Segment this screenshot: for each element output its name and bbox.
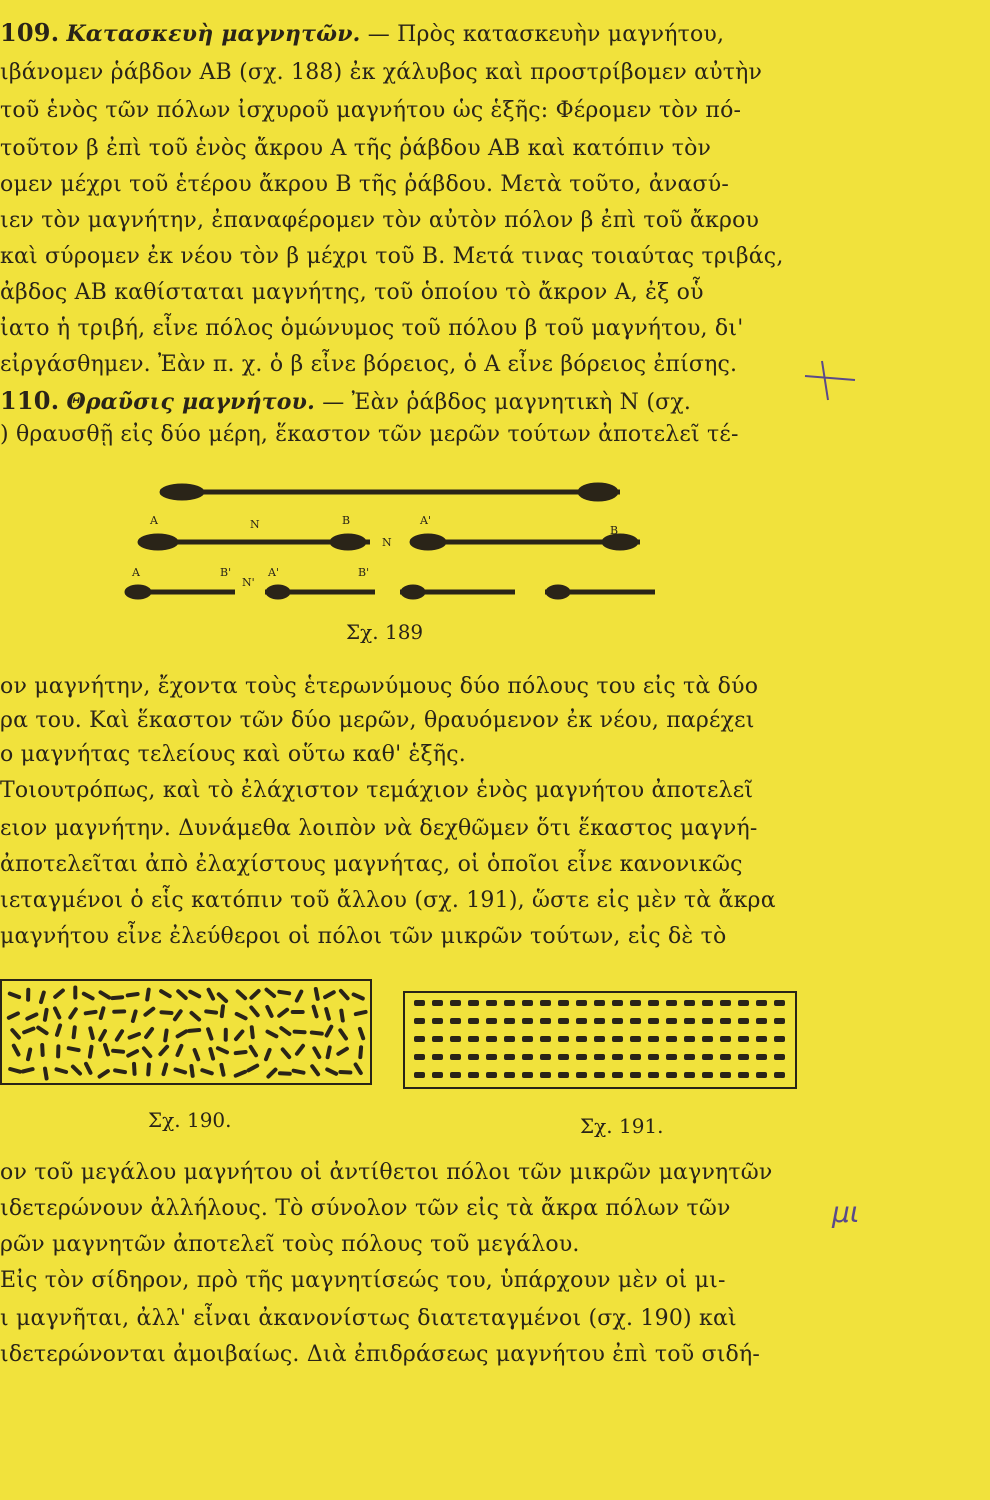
diagram-label: Β' <box>220 566 232 579</box>
small-magnet-icon <box>328 1047 330 1057</box>
text-line: ον μαγνήτην, ἔχοντα τοὺς ἑτερωνύμους δύο πόλους του εἰς τὰ δύο <box>0 674 759 699</box>
small-magnet-icon <box>219 994 226 1001</box>
diagram-label: Α' <box>268 566 279 579</box>
small-magnet-icon <box>55 991 63 997</box>
small-magnet-icon <box>112 997 122 998</box>
small-magnet-icon <box>266 1050 270 1059</box>
magnet-end-icon <box>330 534 366 550</box>
diagram-label: Β' <box>358 566 370 579</box>
diagram-label: Β <box>610 524 619 537</box>
small-magnet-icon <box>702 1018 713 1024</box>
pencil-check-mark-icon <box>800 356 860 406</box>
small-magnet-icon <box>134 1064 135 1074</box>
text-line: ομεν μέχρι τοῦ ἑτέρου ἄκρου Β τῆς ῥάβδου. Μετὰ τοῦτο, ἀνασύ- <box>0 172 729 197</box>
section-110-heading-line <box>0 386 691 418</box>
small-magnet-icon <box>100 1031 105 1040</box>
small-magnet-icon <box>238 991 245 998</box>
small-magnet-icon <box>90 1047 92 1057</box>
small-magnet-icon <box>630 1000 641 1006</box>
small-magnet-icon <box>9 1013 18 1017</box>
small-magnet-icon <box>468 1000 479 1006</box>
small-magnet-icon <box>414 1072 425 1078</box>
small-magnet-icon <box>720 1054 731 1060</box>
small-magnet-icon <box>356 1012 366 1014</box>
small-magnet-icon <box>450 1018 461 1024</box>
text-line: ρα του. Καὶ ἕκαστον τῶν δύο μερῶν, θραυόμενον ἐκ νέου, παρέχει <box>0 708 755 733</box>
small-magnet-icon <box>251 991 258 998</box>
small-magnet-icon <box>268 1070 275 1077</box>
diagram-label: Ν <box>250 518 260 531</box>
small-magnet-icon <box>178 1031 187 1036</box>
text-line: εἰργάσθημεν. Ἐὰν π. χ. ὁ β εἶνε βόρειος, ὁ Α εἶνε βόρειος ἐπίσης. <box>0 352 738 377</box>
small-magnet-icon <box>558 1072 569 1078</box>
figure-189-caption: Σχ. 189 <box>346 620 424 644</box>
small-magnet-icon <box>594 1072 605 1078</box>
small-magnet-icon <box>702 1054 713 1060</box>
small-magnet-icon <box>312 1066 318 1074</box>
magnet-end-icon <box>160 484 204 500</box>
small-magnet-icon <box>248 1066 257 1071</box>
small-magnet-icon <box>236 1032 242 1040</box>
small-magnet-icon <box>666 1018 677 1024</box>
small-magnet-icon <box>27 1014 36 1018</box>
small-magnet-icon <box>720 1018 731 1024</box>
small-magnet-icon <box>354 994 363 998</box>
small-magnet-icon <box>486 1000 497 1006</box>
small-magnet-icon <box>178 1046 182 1055</box>
magnet-end-icon <box>125 585 151 599</box>
small-magnet-icon <box>504 1000 515 1006</box>
text-line: τοῦτον β ἐπὶ τοῦ ἑνὸς ἄκρου Α τῆς ῥάβδου ΑΒ καὶ κατόπιν τὸν <box>0 136 712 161</box>
small-magnet-icon <box>162 1012 172 1013</box>
small-magnet-icon <box>164 1065 167 1075</box>
small-magnet-icon <box>251 1047 256 1055</box>
small-magnet-icon <box>468 1036 479 1042</box>
small-magnet-icon <box>432 1036 443 1042</box>
small-magnet-icon <box>24 1029 33 1033</box>
small-magnet-icon <box>41 993 44 1003</box>
magnet-end-icon <box>546 585 570 599</box>
small-magnet-icon <box>738 1036 749 1042</box>
small-magnet-icon <box>312 1033 322 1034</box>
small-magnet-icon <box>189 1030 199 1031</box>
small-magnet-icon <box>594 1000 605 1006</box>
small-magnet-icon <box>356 1065 361 1074</box>
small-magnet-icon <box>294 1071 304 1073</box>
magnet-end-icon <box>138 534 178 550</box>
small-magnet-icon <box>192 1013 200 1020</box>
text-line: ιδετερώνουν ἀλλήλους. Τὸ σύνολον τῶν εἰς τὰ ἄκρα πόλων τῶν <box>0 1196 731 1221</box>
section-110-title: Θραῦσις μαγνήτου. <box>66 389 315 415</box>
small-magnet-icon <box>105 1045 108 1055</box>
small-magnet-icon <box>128 994 138 995</box>
small-magnet-icon <box>486 1018 497 1024</box>
small-magnet-icon <box>206 1011 216 1012</box>
small-magnet-icon <box>774 1036 785 1042</box>
small-magnet-icon <box>774 1072 785 1078</box>
small-magnet-icon <box>160 1047 167 1054</box>
small-magnet-icon <box>720 1072 731 1078</box>
text-line: Τοιουτρόπως, καὶ τὸ ἐλάχιστον τεμάχιον ἑνὸς μαγνήτου ἀποτελεῖ <box>0 778 754 803</box>
small-magnet-icon <box>176 1070 186 1073</box>
figure-191-caption: Σχ. 191. <box>580 1114 664 1138</box>
small-magnet-icon <box>504 1018 515 1024</box>
small-magnet-icon <box>558 1000 569 1006</box>
small-magnet-icon <box>756 1054 767 1060</box>
small-magnet-icon <box>756 1036 767 1042</box>
small-magnet-icon <box>468 1018 479 1024</box>
small-magnet-icon <box>756 1072 767 1078</box>
small-magnet-icon <box>756 1018 767 1024</box>
small-magnet-icon <box>612 1018 623 1024</box>
magnet-end-icon <box>410 534 446 550</box>
small-magnet-icon <box>175 1011 181 1019</box>
small-magnet-icon <box>14 1046 19 1055</box>
small-magnet-icon <box>161 991 170 996</box>
small-magnet-icon <box>297 1046 303 1054</box>
small-magnet-icon <box>57 1025 60 1035</box>
small-magnet-icon <box>522 1036 533 1042</box>
small-magnet-icon <box>327 1027 332 1036</box>
magnet-end-icon <box>266 585 290 599</box>
small-magnet-icon <box>316 989 318 999</box>
small-magnet-icon <box>522 1000 533 1006</box>
small-magnet-icon <box>558 1054 569 1060</box>
small-magnet-icon <box>218 1048 227 1052</box>
small-magnet-icon <box>268 1032 277 1037</box>
small-magnet-icon <box>28 1050 30 1060</box>
small-magnet-icon <box>267 1007 271 1016</box>
text-line: ειον μαγνήτην. Δυνάμεθα λοιπὸν νὰ δεχθῶμεν ὅτι ἕκαστος μαγνή- <box>0 816 758 841</box>
small-magnet-icon <box>576 1000 587 1006</box>
small-magnet-icon <box>314 1048 319 1057</box>
small-magnet-icon <box>279 992 289 994</box>
small-magnet-icon <box>486 1054 497 1060</box>
small-magnet-icon <box>128 1051 137 1056</box>
small-magnet-icon <box>594 1018 605 1024</box>
magnet-end-icon <box>401 585 425 599</box>
small-magnet-icon <box>576 1054 587 1060</box>
small-magnet-icon <box>86 1012 96 1013</box>
small-magnet-icon <box>148 1065 149 1075</box>
small-magnet-icon <box>252 1027 253 1037</box>
small-magnet-icon <box>10 994 19 998</box>
text-line: ἀβδος ΑΒ καθίσταται μαγνήτης, τοῦ ὁποίου τὸ ἄκρον Α, ἐξ οὗ <box>0 280 704 305</box>
small-magnet-icon <box>326 1009 329 1019</box>
small-magnet-icon <box>341 991 348 998</box>
small-magnet-icon <box>73 1067 80 1074</box>
small-magnet-icon <box>702 1000 713 1006</box>
small-magnet-icon <box>630 1036 641 1042</box>
figure-190-caption: Σχ. 190. <box>148 1108 232 1132</box>
text-line: ιδετερώνονται ἀμοιβαίως. Διὰ ἐπιδράσεως μαγνήτου ἐπὶ τοῦ σιδή- <box>0 1342 760 1367</box>
small-magnet-icon <box>684 1054 695 1060</box>
small-magnet-icon <box>210 1049 213 1059</box>
small-magnet-icon <box>209 990 214 999</box>
small-magnet-icon <box>558 1036 569 1042</box>
small-magnet-icon <box>147 990 149 1000</box>
small-magnet-icon <box>576 1072 587 1078</box>
small-magnet-icon <box>540 1018 551 1024</box>
small-magnet-icon <box>117 1031 122 1040</box>
small-magnet-icon <box>738 1054 749 1060</box>
small-magnet-icon <box>195 1050 199 1059</box>
small-magnet-icon <box>414 1000 425 1006</box>
small-magnet-icon <box>325 992 334 997</box>
figure-190-disordered-magnets <box>0 978 375 1088</box>
small-magnet-icon <box>281 1028 289 1034</box>
small-magnet-icon <box>130 1034 139 1038</box>
small-magnet-icon <box>202 1070 212 1073</box>
small-magnet-icon <box>522 1054 533 1060</box>
small-magnet-icon <box>594 1054 605 1060</box>
text-line: ) θραυσθῇ εἰς δύο μέρη, ἕκαστον τῶν μερῶν τούτων ἀποτελεῖ τέ- <box>0 422 739 447</box>
small-magnet-icon <box>144 1048 150 1056</box>
section-109-number: 109. <box>0 18 60 47</box>
magnet-end-icon <box>602 534 638 550</box>
small-magnet-icon <box>42 1045 43 1055</box>
small-magnet-icon <box>70 1009 76 1017</box>
small-magnet-icon <box>267 990 275 996</box>
small-magnet-icon <box>666 1000 677 1006</box>
small-magnet-icon <box>738 1072 749 1078</box>
margin-handwritten-note: μι <box>832 1196 860 1229</box>
small-magnet-icon <box>684 1018 695 1024</box>
small-magnet-icon <box>522 1018 533 1024</box>
small-magnet-icon <box>360 1047 361 1057</box>
small-magnet-icon <box>314 1007 317 1017</box>
text-line: ιεν τὸν μαγνήτην, ἐπαναφέρομεν τὸν αὐτὸν πόλον β ἐπὶ τοῦ ἄκρου <box>0 208 760 233</box>
small-magnet-icon <box>221 1065 223 1075</box>
small-magnet-icon <box>648 1000 659 1006</box>
small-magnet-icon <box>774 1054 785 1060</box>
small-magnet-icon <box>648 1072 659 1078</box>
small-magnet-icon <box>23 1069 33 1071</box>
small-magnet-icon <box>338 1049 347 1054</box>
text-line: καὶ σύρομεν ἐκ νέου τὸν β μέχρι τοῦ Β. Μετά τινας τοιαύτας τριβάς, <box>0 244 784 269</box>
small-magnet-icon <box>738 1018 749 1024</box>
small-magnet-icon <box>540 1072 551 1078</box>
small-magnet-icon <box>340 1030 346 1038</box>
small-magnet-icon <box>360 1029 363 1038</box>
small-magnet-icon <box>738 1000 749 1006</box>
small-magnet-icon <box>612 1000 623 1006</box>
figure-191-ordered-magnets <box>402 990 798 1092</box>
small-magnet-icon <box>720 1000 731 1006</box>
small-magnet-icon <box>684 1000 695 1006</box>
small-magnet-icon <box>432 1072 443 1078</box>
small-magnet-icon <box>165 1031 166 1041</box>
diagram-label: Α' <box>420 514 431 527</box>
text-line: ἰατο ἡ τριβή, εἶνε πόλος ὁμώνυμος τοῦ πόλου β τοῦ μαγνήτου, δι' <box>0 316 744 341</box>
small-magnet-icon <box>101 992 110 997</box>
small-magnet-icon <box>115 1070 125 1072</box>
section-109-heading-line <box>0 18 724 50</box>
text-line: ρῶν μαγνητῶν ἀποτελεῖ τοὺς πόλους τοῦ μεγάλου. <box>0 1232 580 1257</box>
small-magnet-icon <box>666 1036 677 1042</box>
small-magnet-icon <box>327 1069 336 1073</box>
small-magnet-icon <box>504 1036 515 1042</box>
small-magnet-icon <box>146 1029 152 1037</box>
text-line: ἀποτελεῖται ἀπὸ ἐλαχίστους μαγνήτας, οἱ ὁποῖοι εἶνε κανονικῶς <box>0 852 743 877</box>
small-magnet-icon <box>279 1010 287 1016</box>
small-magnet-icon <box>756 1000 767 1006</box>
text-line: — Ἐὰν ῥάβδος μαγνητικὴ Ν (σχ. <box>322 390 692 415</box>
small-magnet-icon <box>540 1036 551 1042</box>
small-magnet-icon <box>558 1018 569 1024</box>
small-magnet-icon <box>414 1018 425 1024</box>
small-magnet-icon <box>45 1010 47 1020</box>
diagram-label: Ν <box>382 536 392 549</box>
text-line: ιβάνομεν ῥάβδον ΑΒ (σχ. 188) ἐκ χάλυβος καὶ προστρίβομεν αὐτὴν <box>0 60 763 85</box>
small-magnet-icon <box>666 1054 677 1060</box>
small-magnet-icon <box>540 1054 551 1060</box>
text-line: — Πρὸς κατασκευὴν μαγνήτου, <box>367 22 725 47</box>
diagram-label: Β <box>342 514 351 527</box>
small-magnet-icon <box>630 1018 641 1024</box>
small-magnet-icon <box>178 991 186 998</box>
small-magnet-icon <box>702 1036 713 1042</box>
small-magnet-icon <box>414 1054 425 1060</box>
small-magnet-icon <box>222 1006 223 1016</box>
small-magnet-icon <box>57 1069 67 1072</box>
small-magnet-icon <box>450 1036 461 1042</box>
small-magnet-icon <box>432 1054 443 1060</box>
small-magnet-icon <box>295 1032 305 1033</box>
small-magnet-icon <box>297 992 302 1001</box>
text-line: ιεταγμένοι ὁ εἷς κατόπιν τοῦ ἄλλου (σχ. 191), ὥστε εἰς μὲν τὰ ἄκρα <box>0 888 776 913</box>
small-magnet-icon <box>630 1054 641 1060</box>
small-magnet-icon <box>69 1048 79 1050</box>
small-magnet-icon <box>133 1011 136 1021</box>
small-magnet-icon <box>84 994 93 999</box>
small-magnet-icon <box>630 1072 641 1078</box>
small-magnet-icon <box>10 1069 20 1072</box>
small-magnet-icon <box>486 1072 497 1078</box>
magnet-end-icon <box>578 483 618 501</box>
small-magnet-icon <box>432 1018 443 1024</box>
small-magnet-icon <box>101 1008 104 1018</box>
small-magnet-icon <box>12 1030 19 1038</box>
text-line: ον τοῦ μεγάλου μαγνήτου οἱ ἀντίθετοι πόλοι τῶν μικρῶν μαγνητῶν <box>0 1160 773 1185</box>
small-magnet-icon <box>432 1000 443 1006</box>
small-magnet-icon <box>190 992 199 997</box>
small-magnet-icon <box>450 1054 461 1060</box>
small-magnet-icon <box>236 1052 246 1053</box>
small-magnet-icon <box>540 1000 551 1006</box>
small-magnet-icon <box>504 1072 515 1078</box>
small-magnet-icon <box>612 1072 623 1078</box>
small-magnet-icon <box>774 1018 785 1024</box>
small-magnet-icon <box>486 1036 497 1042</box>
small-magnet-icon <box>283 1049 290 1057</box>
diagram-label: Α <box>132 566 140 579</box>
small-magnet-icon <box>576 1018 587 1024</box>
small-magnet-icon <box>145 1009 153 1015</box>
small-magnet-icon <box>666 1072 677 1078</box>
section-110-number: 110. <box>0 386 60 415</box>
small-magnet-icon <box>208 1029 211 1038</box>
small-magnet-icon <box>341 1011 343 1021</box>
small-magnet-icon <box>90 1028 93 1038</box>
small-magnet-icon <box>86 1064 91 1073</box>
small-magnet-icon <box>236 1072 245 1076</box>
text-line: τοῦ ἑνὸς τῶν πόλων ἰσχυροῦ μαγνήτου ὡς ἑξῆς: Φέρομεν τὸν πό- <box>0 98 742 123</box>
small-magnet-icon <box>684 1036 695 1042</box>
small-magnet-icon <box>237 1014 246 1018</box>
small-magnet-icon <box>468 1072 479 1078</box>
small-magnet-icon <box>113 1051 123 1052</box>
small-magnet-icon <box>576 1036 587 1042</box>
small-magnet-icon <box>100 1071 108 1077</box>
small-magnet-icon <box>340 1072 350 1073</box>
small-magnet-icon <box>612 1036 623 1042</box>
small-magnet-icon <box>414 1036 425 1042</box>
text-line: ι μαγνῆται, ἀλλ' εἶναι ἀκανονίστως διατεταγμένοι (σχ. 190) καὶ <box>0 1306 737 1331</box>
text-line: μαγνήτου εἶνε ἐλεύθεροι οἱ πόλοι τῶν μικρῶν τούτων, εἰς δὲ τὸ <box>0 924 727 949</box>
small-magnet-icon <box>648 1018 659 1024</box>
text-line: ο μαγνήτας τελείους καὶ οὕτω καθ' ἑξῆς. <box>0 742 466 767</box>
small-magnet-icon <box>684 1072 695 1078</box>
small-magnet-icon <box>522 1072 533 1078</box>
small-magnet-icon <box>702 1072 713 1078</box>
small-magnet-icon <box>45 1069 47 1079</box>
small-magnet-icon <box>38 1028 46 1034</box>
small-magnet-icon <box>720 1036 731 1042</box>
diagram-label: Ν' <box>242 576 255 589</box>
small-magnet-icon <box>774 1000 785 1006</box>
small-magnet-icon <box>468 1054 479 1060</box>
small-magnet-icon <box>280 1073 290 1074</box>
small-magnet-icon <box>504 1054 515 1060</box>
small-magnet-icon <box>450 1000 461 1006</box>
small-magnet-icon <box>450 1072 461 1078</box>
small-magnet-icon <box>74 1027 75 1037</box>
small-magnet-icon <box>594 1036 605 1042</box>
small-magnet-icon <box>251 1008 257 1016</box>
small-magnet-icon <box>612 1054 623 1060</box>
small-magnet-icon <box>55 1008 59 1017</box>
small-magnet-icon <box>191 1066 192 1076</box>
text-line: Εἰς τὸν σίδηρον, πρὸ τῆς μαγνητίσεώς του, ὑπάρχουν μὲν οἱ μι- <box>0 1268 726 1293</box>
small-magnet-icon <box>648 1036 659 1042</box>
section-109-title: Κατασκευὴ μαγνητῶν. <box>66 21 361 47</box>
small-magnet-icon <box>648 1054 659 1060</box>
figure-189-broken-magnet-diagram <box>120 462 680 622</box>
diagram-label: Α <box>150 514 158 527</box>
